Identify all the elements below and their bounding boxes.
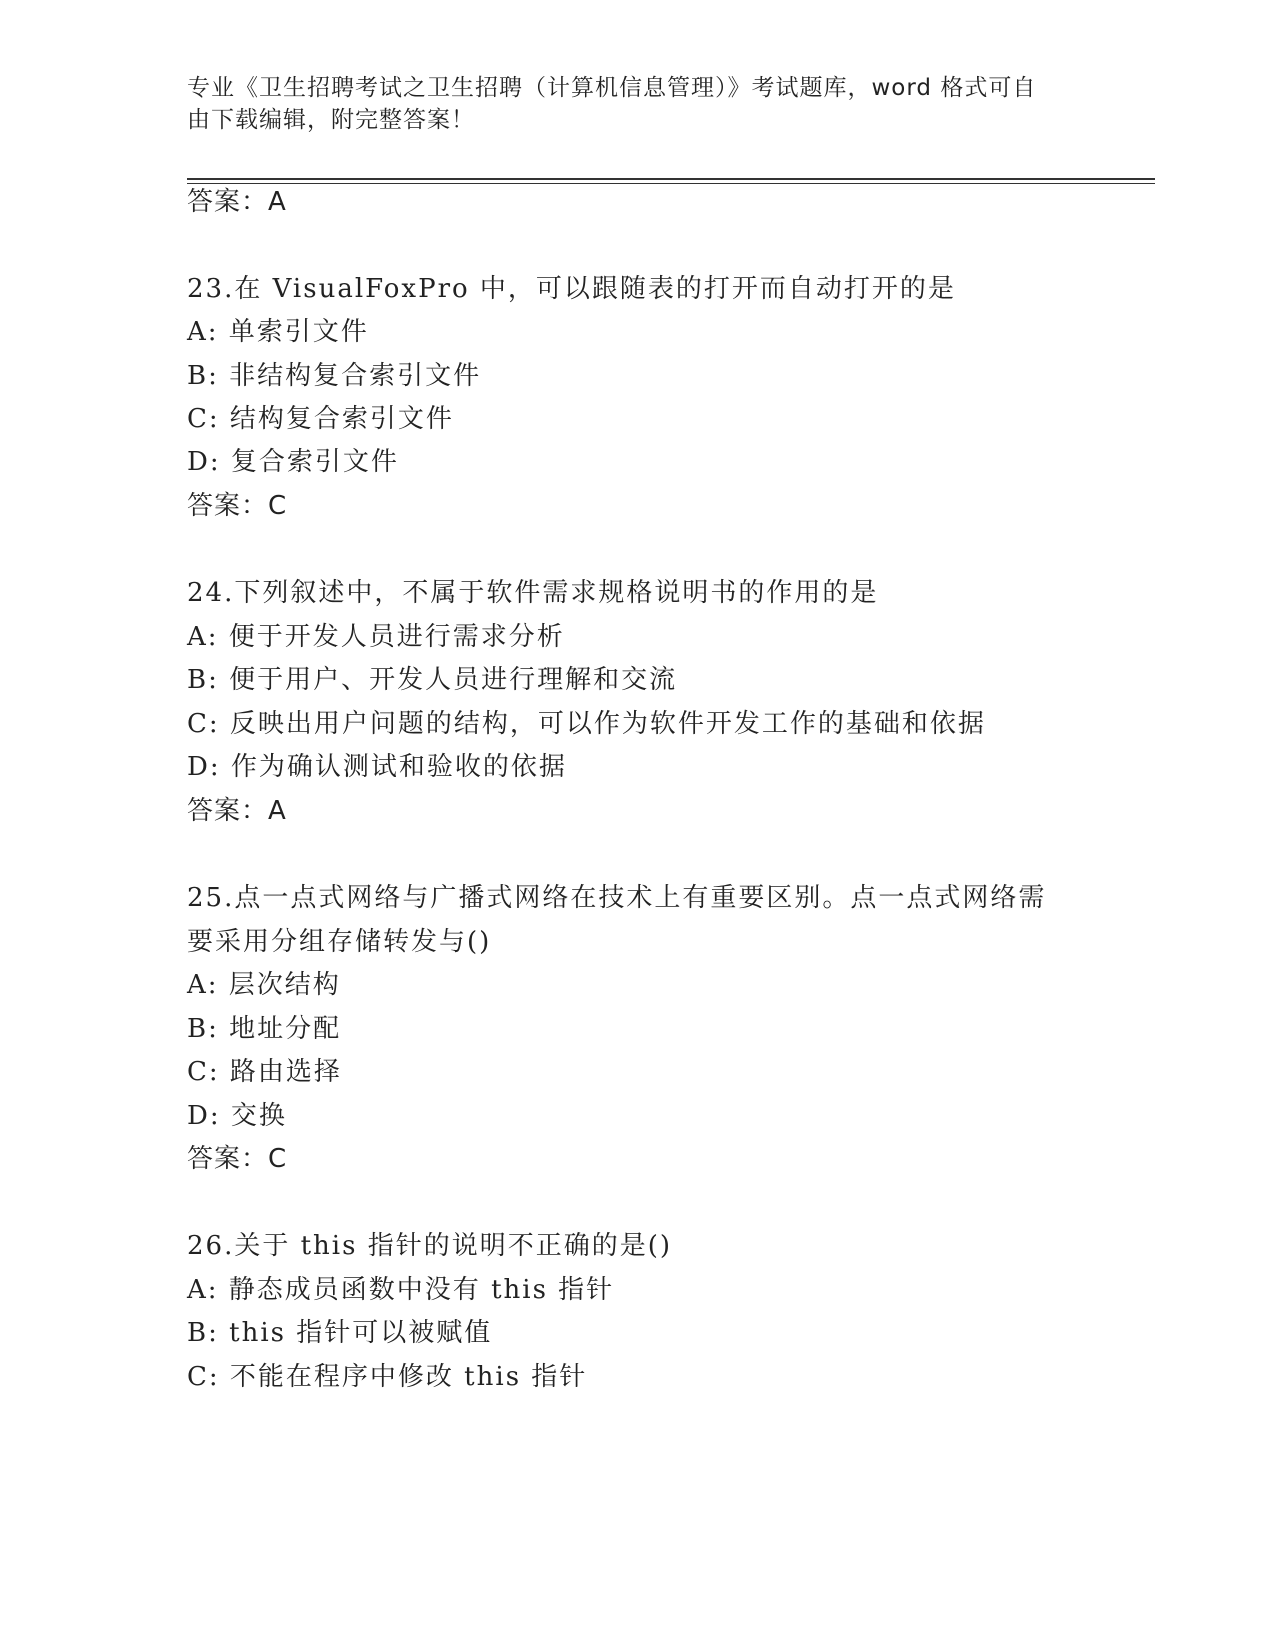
question-25-option-a: A: 层次结构 [187, 970, 341, 1000]
header-divider-thick [187, 178, 1155, 180]
question-24-option-d: D: 作为确认测试和验收的依据 [187, 752, 567, 782]
question-24-option-a: A: 便于开发人员进行需求分析 [187, 622, 565, 652]
header-line-1: 专业《卫生招聘考试之卫生招聘（计算机信息管理）》考试题库，word 格式可自 [187, 75, 1037, 101]
question-26-option-a: A: 静态成员函数中没有 this 指针 [187, 1275, 615, 1305]
question-25-stem-line-2: 要采用分组存储转发与() [187, 927, 492, 957]
prev-answer: 答案：A [187, 187, 287, 217]
question-24-answer: 答案：A [187, 796, 287, 826]
question-26-option-c: C: 不能在程序中修改 this 指针 [187, 1362, 588, 1392]
question-26-option-b: B: this 指针可以被赋值 [187, 1318, 493, 1348]
question-25-answer: 答案：C [187, 1144, 288, 1174]
question-25-stem-line-1: 25.点一点式网络与广播式网络在技术上有重要区别。点一点式网络需 [187, 883, 1047, 913]
question-25-option-d: D: 交换 [187, 1101, 287, 1131]
question-23-option-a: A: 单索引文件 [187, 317, 369, 347]
document-page [187, 0, 1157, 1650]
question-26-stem: 26.关于 this 指针的说明不正确的是() [187, 1231, 673, 1261]
question-24-option-b: B: 便于用户、开发人员进行理解和交流 [187, 665, 678, 695]
header-line-2: 由下载编辑，附完整答案！ [187, 107, 475, 133]
document-header [187, 72, 1087, 136]
question-24-option-c: C: 反映出用户问题的结构，可以作为软件开发工作的基础和依据 [187, 709, 986, 739]
header-divider-thin [187, 183, 1155, 184]
question-23-option-d: D: 复合索引文件 [187, 447, 399, 477]
question-25-option-b: B: 地址分配 [187, 1014, 342, 1044]
question-23-option-c: C: 结构复合索引文件 [187, 404, 454, 434]
question-23-option-b: B: 非结构复合索引文件 [187, 361, 482, 391]
question-23-stem: 23.在 VisualFoxPro 中，可以跟随表的打开而自动打开的是 [187, 274, 956, 304]
question-24-stem: 24.下列叙述中，不属于软件需求规格说明书的作用的是 [187, 578, 879, 608]
question-23-answer: 答案：C [187, 491, 288, 521]
question-25-option-c: C: 路由选择 [187, 1057, 342, 1087]
